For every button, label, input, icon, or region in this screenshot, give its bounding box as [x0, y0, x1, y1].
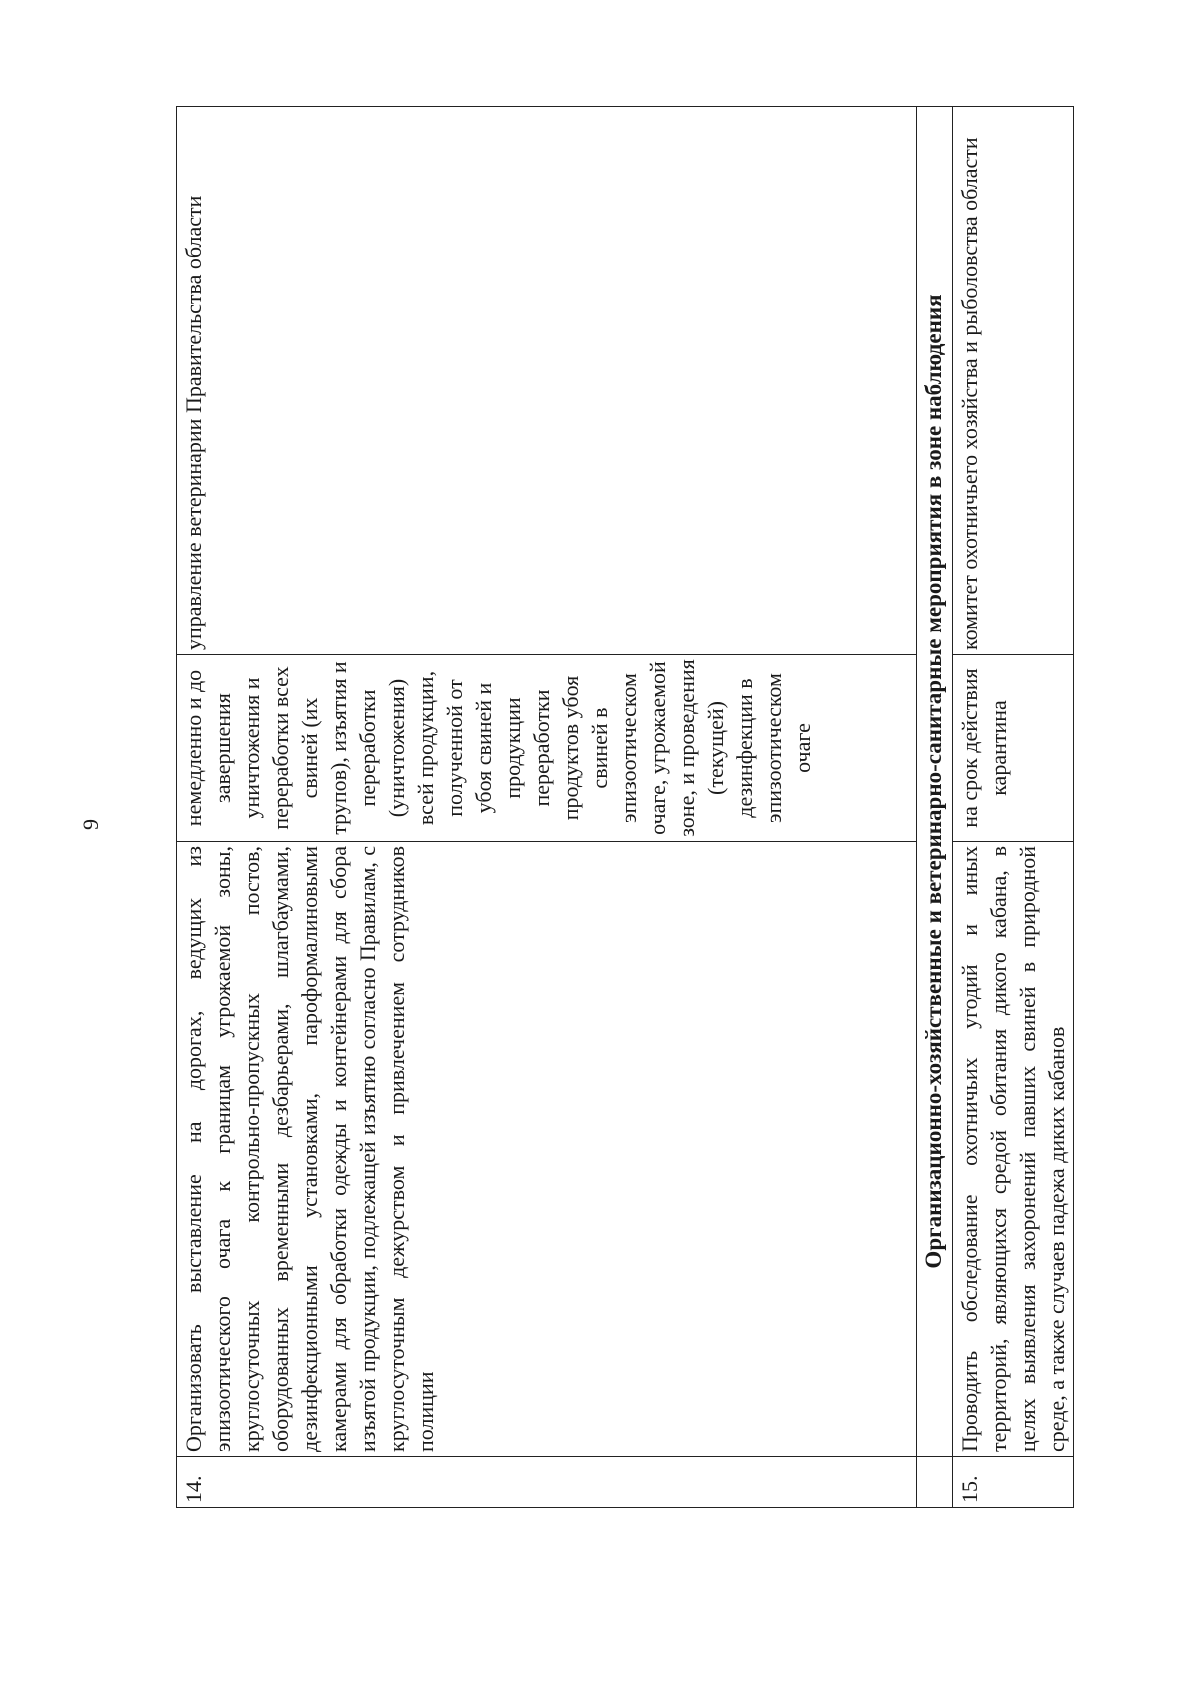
row-14-description: Организовать выставление на дорогах, ведущих из эпизоотического очага к границам угрожаемой зоны, круглосуточных контрольно-пропускных постов, оборудованных временными дезбарьерами, шлагбаумами, дезинфекционными установками, пароформалиновыми камерами для обработки одежды и контейнерами для сбора изъятой продукции, подлежащей изъятию согласно Правилам, с круглосуточным дежурством и привлечением сотрудников полиции — [177, 842, 917, 1457]
measures-table — [176, 106, 1074, 1508]
row-14-number: 14. — [177, 1457, 917, 1508]
section-heading-row — [917, 107, 953, 1508]
table-row-14 — [177, 107, 917, 1508]
row-14-term: немедленно и до завершения уничтожения и переработки всех свиней (их трупов), изъятия и переработки (уничтожения) всей продукции, полученной от убоя свиней и продукции переработки продуктов убоя свиней в эпизоотическом очаге, угрожаемой зоне, и проведения (текущей) дезинфекции в эпизоотическом очаге — [177, 655, 917, 842]
row-15-number: 15. — [953, 1457, 1074, 1508]
page-number: 9 — [78, 819, 103, 830]
row-15-responsible: комитет охотничьего хозяйства и рыболовства области — [953, 107, 1074, 655]
section-heading: Организационно-хозяйственные и ветеринарно-санитарные мероприятия в зоне наблюдения — [917, 107, 953, 1457]
rotated-table-sheet — [176, 106, 1068, 1508]
table-row-15 — [953, 107, 1074, 1508]
section-heading-number-cell — [917, 1457, 953, 1508]
row-14-responsible: управление ветеринарии Правительства области — [177, 107, 917, 655]
row-15-description: Проводить обследование охотничьих угодий и иных территорий, являющихся средой обитания дикого кабана, в целях выявления захоронений павших свиней в природной среде, а также случаев падежа диких кабанов — [953, 842, 1074, 1457]
row-15-term: на срок действия карантина — [953, 655, 1074, 842]
